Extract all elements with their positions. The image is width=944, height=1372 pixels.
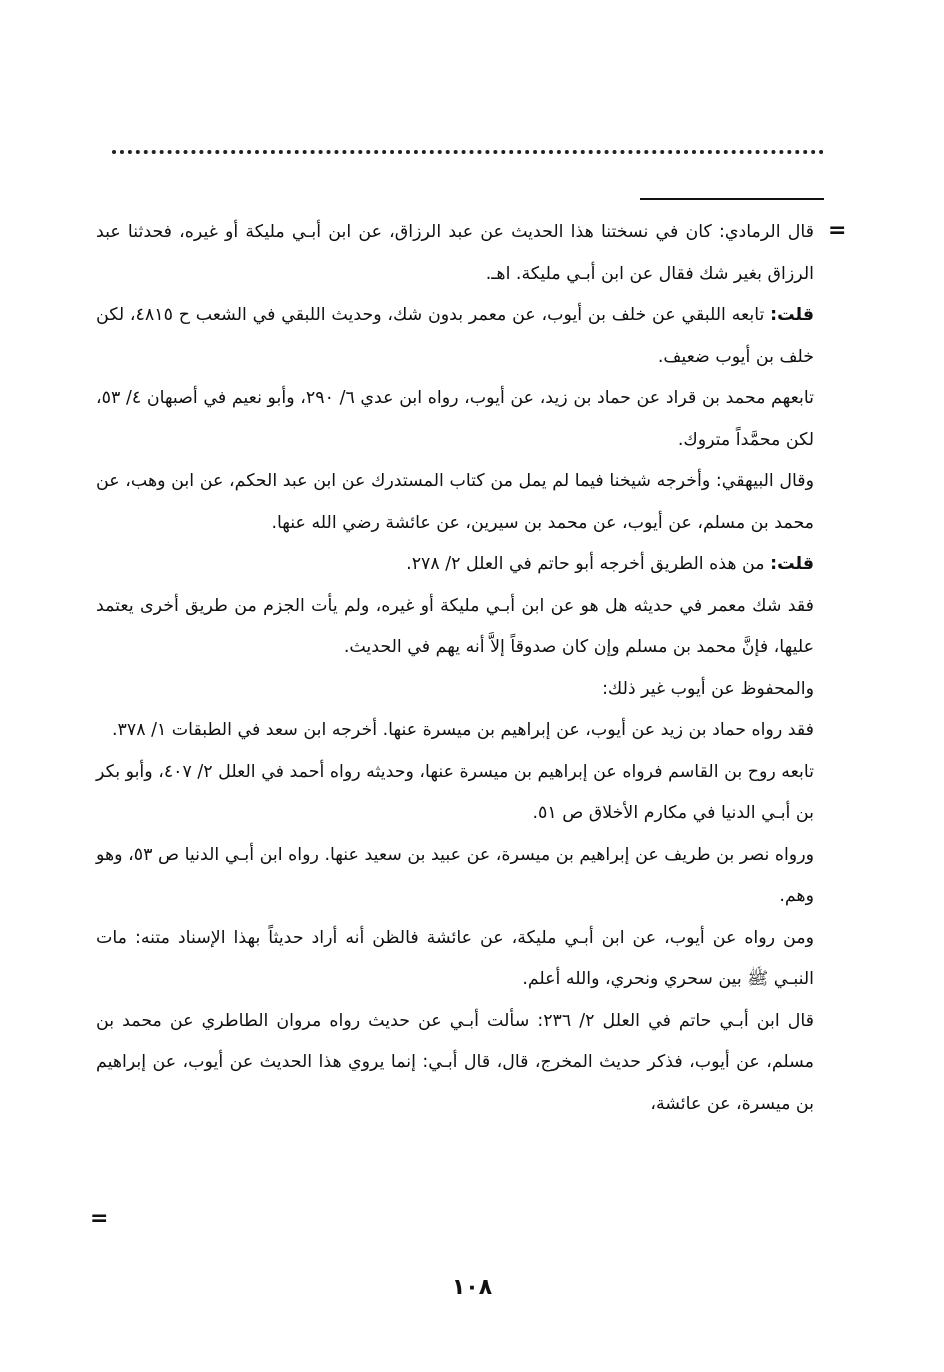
paragraph: فقد رواه حماد بن زيد عن أيوب، عن إبراهيم بن ميسرة عنها. أخرجه ابن سعد في الطبقات ١/ ٣٧٨. [111,720,814,740]
paragraph: والمحفوظ عن أيوب غير ذلك: [602,678,814,699]
paragraph: قال ابن أبـي حاتم في العلل ٢/ ٢٣٦: سألت أبـي عن حديث رواه مروان الطاطري عن محمد بن مسلم، عن أيوب، فذكر حديث المخرج، قال، قال أبـي: إنما يروي هذا الحديث عن أيوب، عن إبراهيم بن ميسرة، عن عائشة، [96,1010,814,1114]
paragraph: قلت: تابعه اللبقي عن خلف بن أيوب، عن معمر بدون شك، وحديث اللبقي في الشعب ح ٤٨١٥، لكن خلف بن أيوب ضعيف. [96,305,814,367]
paragraph: فقد شك معمر في حديثه هل هو عن ابن أبـي مليكة أو غيره، ولم يأت الجزم من طريق أخرى يعتمد عليها، فإنَّ محمد بن مسلم وإن كان صدوقاً إلاَّ أنه يهم في الحديث. [96,595,814,657]
footnote-separator [640,198,824,200]
paragraph: قلت: من هذه الطريق أخرجه أبو حاتم في العلل ٢/ ٢٧٨. [406,554,814,574]
continuation-mark-bottom: = [90,1206,109,1231]
paragraph: ورواه نصر بن طريف عن إبراهيم بن ميسرة، عن عبيد بن سعيد عنها. رواه ابن أبـي الدنيا ص ٥٣، وهو وهم. [96,844,814,906]
paragraph: تابعهم محمد بن قراد عن حماد بن زيد، عن أيوب، رواه ابن عدي ٦/ ٢٩٠، وأبو نعيم في أصبهان ٤/ ٥٣، لكن محمَّداً متروك. [96,388,815,450]
paragraph: تابعه روح بن القاسم فرواه عن إبراهيم بن ميسرة عنها، وحديثه رواه أحمد في العلل ٢/ ٤٠٧، وأبو بكر بن أبـي الدنيا في مكارم الأخلاق ص ٥١. [96,761,814,823]
continuation-mark-top: = [828,218,847,243]
paragraph: وقال البيهقي: وأخرجه شيخنا فيما لم يمل من كتاب المستدرك عن ابن عبد الحكم، عن ابن وهب، عن محمد بن مسلم، عن أيوب، عن محمد بن سيرين، عن عائشة رضي الله عنها. [96,471,814,533]
footnote-text [96,212,814,1125]
dotted-rule [112,150,824,154]
page-number: ١٠٨ [451,1275,493,1300]
paragraph: قال الرمادي: كان في نسختنا هذا الحديث عن عبد الرزاق، عن ابن أبـي مليكة أو غيره، فحدثنا عبد الرزاق بغير شك فقال عن ابن أبـي مليكة. اهـ. [96,222,814,284]
paragraph: ومن رواه عن أيوب، عن ابن أبـي مليكة، عن عائشة فالظن أنه أراد حديثاً بهذا الإسناد متنه: مات النبـي ﷺ بين سحري ونحري، والله أعلم. [96,927,814,989]
